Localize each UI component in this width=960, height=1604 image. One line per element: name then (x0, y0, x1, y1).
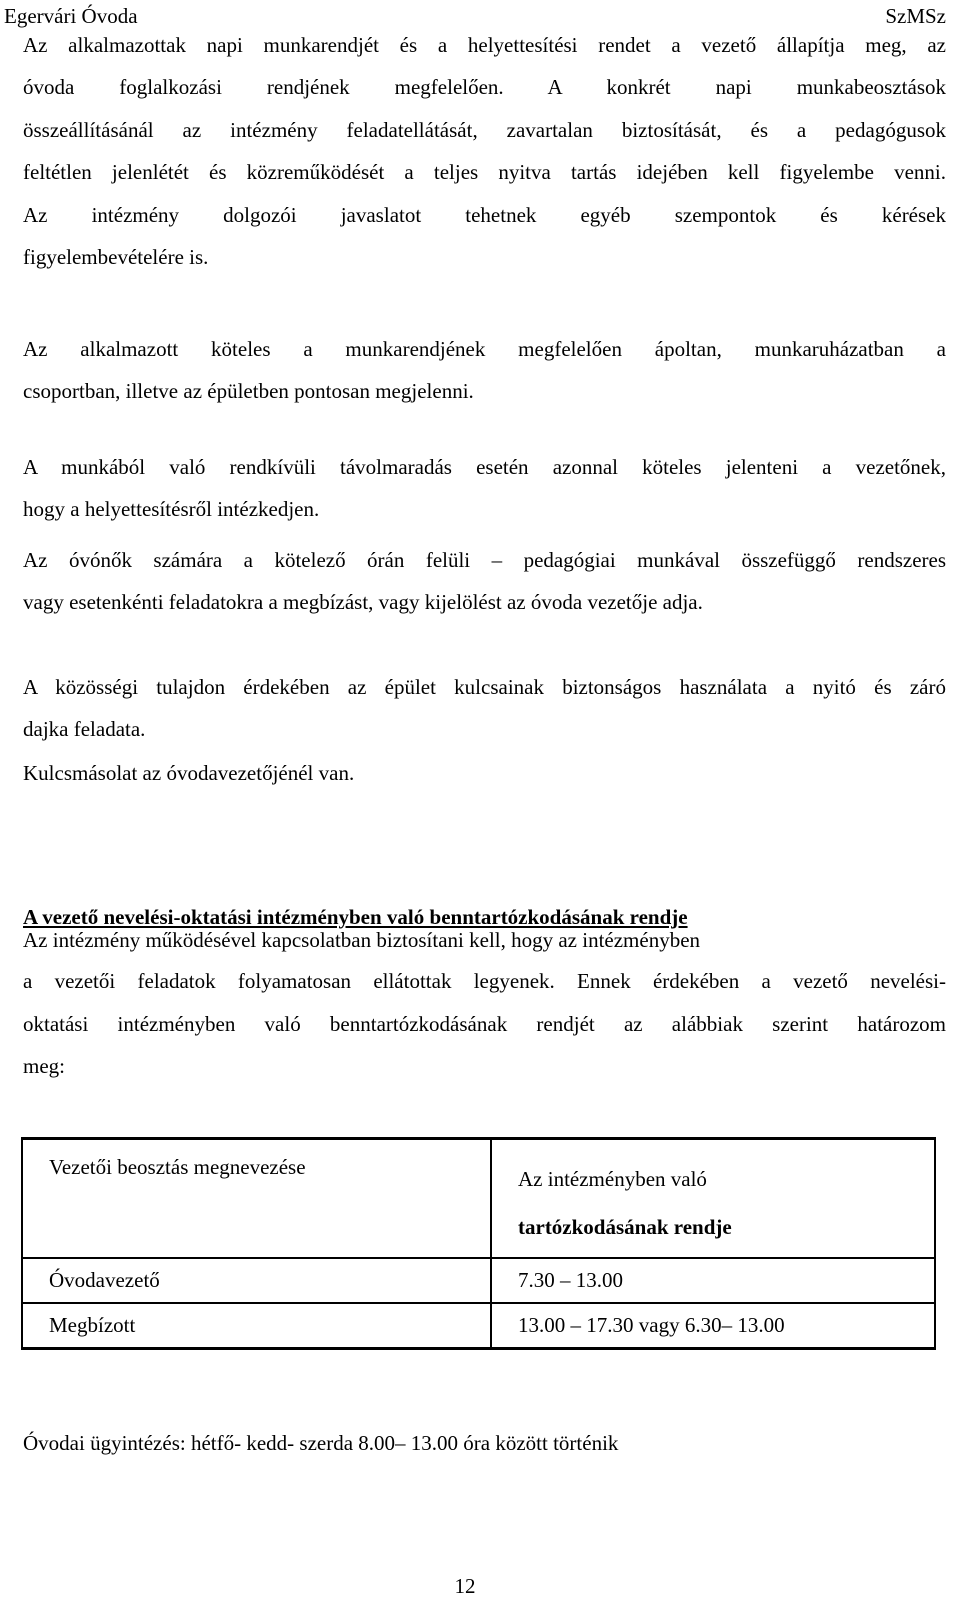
role-name: Óvodavezető (49, 1268, 160, 1292)
header-presence-line1: Az intézményben való (518, 1167, 707, 1191)
text-line: Az intézmény dolgozói javaslatot tehetnek egyéb szempontok és kérések (23, 203, 946, 227)
text-line: Az alkalmazottak napi munkarendjét és a helyettesítési rendet a vezető állapítja meg, az (23, 33, 946, 57)
role-name: Megbízott (49, 1313, 136, 1337)
text-line: csoportban, illetve az épületben pontosan megjelenni. (23, 379, 474, 403)
page-number: 12 (454, 1574, 476, 1598)
text-line: Az óvónők számára a kötelező órán felüli – pedagógiai munkával összefüggő rendszeres (23, 548, 946, 572)
table-row (22, 1303, 935, 1349)
table-header-cell (491, 1139, 935, 1259)
header-presence-line2: tartózkodásának rendje (518, 1215, 732, 1239)
text-line: figyelembevételére is. (23, 245, 209, 269)
table-cell (22, 1303, 491, 1349)
text-line: meg: (23, 1054, 65, 1078)
table-header-cell (22, 1139, 491, 1259)
text-line: összeállításánál az intézmény feladatellátását, zavartalan biztosítását, és a pedagógusok (23, 118, 946, 142)
text-line: hogy a helyettesítésről intézkedjen. (23, 497, 320, 521)
section-title: A vezető nevelési-oktatási intézményben való benntartózkodásának rendje (23, 905, 688, 929)
text-line: A közösségi tulajdon érdekében az épület kulcsainak biztonságos használata a nyitó és záró (23, 675, 946, 699)
table-cell (491, 1303, 935, 1349)
admin-hours-note: Óvodai ügyintézés: hétfő- kedd- szerda 8.00– 13.00 óra között történik (23, 1431, 619, 1455)
table-cell (22, 1258, 491, 1303)
text-line: dajka feladata. (23, 717, 146, 741)
text-line: oktatási intézményben való benntartózkodásának rendjét az alábbiak szerint határozom (23, 1012, 946, 1036)
text-line: óvoda foglalkozási rendjének megfelelően. A konkrét napi munkabeosztások (23, 75, 946, 99)
presence-time: 7.30 – 13.00 (518, 1268, 623, 1292)
section-intro-line: Az intézmény működésével kapcsolatban biztosítani kell, hogy az intézményben (23, 928, 701, 952)
table-header-row (22, 1139, 935, 1259)
text-line: a vezetői feladatok folyamatosan ellátottak legyenek. Ennek érdekében a vezető nevelési- (23, 969, 946, 993)
text-line: vagy esetenkénti feladatokra a megbízást, vagy kijelölést az óvoda vezetője adja. (23, 590, 703, 614)
table-row (22, 1258, 935, 1303)
paragraph-key-copy: Kulcsmásolat az óvodavezetőjénél van. (23, 761, 355, 785)
text-line: Az alkalmazott köteles a munkarendjének megfelelően ápoltan, munkaruházatban a (23, 337, 946, 361)
header-document-code: SzMSz (885, 4, 946, 28)
table-cell (491, 1258, 935, 1303)
header-role: Vezetői beosztás megnevezése (49, 1155, 306, 1179)
text-line: feltétlen jelenlétét és közreműködését a teljes nyitva tartás idejében kell figyelembe venni. (23, 160, 946, 184)
header-institution: Egervári Óvoda (4, 4, 138, 28)
text-line: A munkából való rendkívüli távolmaradás esetén azonnal köteles jelenteni a vezetőnek, (23, 455, 946, 479)
presence-time: 13.00 – 17.30 vagy 6.30– 13.00 (518, 1313, 785, 1337)
leader-presence-table (21, 1137, 936, 1350)
